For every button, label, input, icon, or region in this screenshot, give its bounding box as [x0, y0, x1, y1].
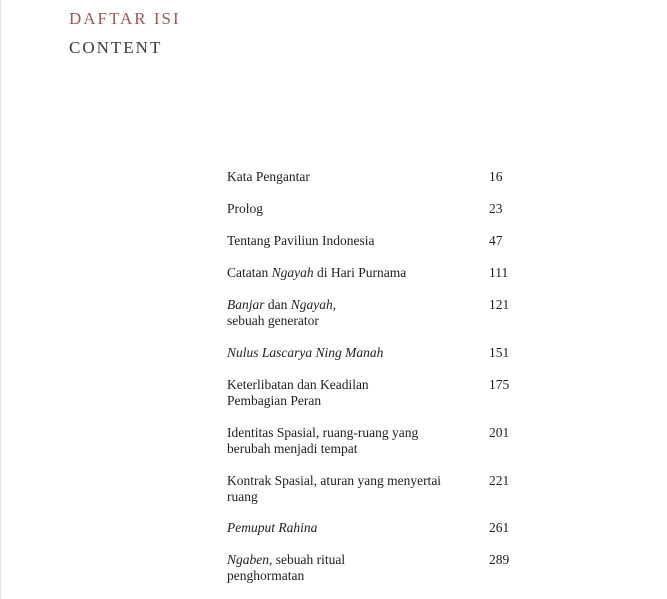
- toc-entry-title: [227, 265, 467, 281]
- toc-entry-page-number: 289: [489, 552, 510, 567]
- toc-entry-title-italic: Nulus Lascarya Ning Manah: [227, 345, 384, 360]
- toc-entry-title: [227, 552, 467, 584]
- toc-entry-title-italic: Ngayah: [290, 297, 333, 312]
- toc-entry-page-number: 175: [489, 377, 510, 392]
- toc-entry-title: [227, 201, 467, 217]
- toc-entry-page-number: 16: [489, 169, 503, 184]
- toc-entry-page-number: 201: [489, 425, 510, 440]
- toc-entry-page-number: 151: [489, 345, 510, 360]
- toc-entry-title-text: dan: [264, 297, 291, 312]
- toc-entry-page-number: 261: [489, 520, 510, 535]
- toc-entry-page-number: 221: [489, 473, 510, 488]
- toc-entry-page-number: 121: [489, 297, 510, 312]
- toc-entry-title-italic: Ngaben: [227, 552, 269, 567]
- toc-entry-title-text: penghormatan: [227, 568, 305, 583]
- toc-entry-title-text: Kata Pengantar: [227, 169, 310, 184]
- toc-entry-title-text: Tentang Paviliun Indonesia: [227, 233, 375, 248]
- toc-entry-title-text: ruang: [227, 489, 258, 504]
- toc-entry-title-text: Identitas Spasial, ruang-ruang yang: [227, 425, 419, 440]
- toc-heading-indonesian: DAFTAR ISI: [69, 9, 181, 28]
- toc-heading-english: CONTENT: [69, 38, 163, 57]
- toc-entry-title: [227, 377, 467, 409]
- toc-entry-title-italic: Ngayah: [271, 265, 314, 280]
- toc-entry-title-text: Pembagian Peran: [227, 393, 322, 408]
- toc-entry-title: [227, 345, 467, 361]
- toc-entry-title-text: di Hari Purnama: [313, 265, 407, 280]
- toc-entry-title: [227, 233, 467, 249]
- toc-entry-title: [227, 297, 467, 329]
- toc-entry-page-number: 111: [489, 265, 509, 280]
- toc-entry-title-text: Keterlibatan dan Keadilan: [227, 377, 369, 392]
- toc-entry-page-number: 23: [489, 201, 503, 216]
- toc-entry-title-text: ,: [332, 297, 337, 312]
- toc-entry-title-text: Prolog: [227, 201, 264, 216]
- toc-entry-title: [227, 473, 467, 505]
- page-edge: [0, 0, 1, 599]
- toc-entry-page-number: 47: [489, 233, 503, 248]
- toc-entry-title-text: Catatan: [227, 265, 272, 280]
- toc-entry-title: [227, 425, 467, 457]
- toc-entry-title: [227, 169, 467, 185]
- toc-entry-title-text: berubah menjadi tempat: [227, 441, 358, 456]
- toc-entry-title: [227, 520, 467, 536]
- toc-entry-title-text: sebuah generator: [227, 313, 319, 328]
- toc-entry-title-text: , sebuah ritual: [269, 552, 346, 567]
- toc-entry-title-italic: Banjar: [227, 297, 265, 312]
- toc-entry-title-text: Kontrak Spasial, aturan yang menyertai: [227, 473, 442, 488]
- toc-entry-title-italic: Pemuput Rahina: [227, 520, 318, 535]
